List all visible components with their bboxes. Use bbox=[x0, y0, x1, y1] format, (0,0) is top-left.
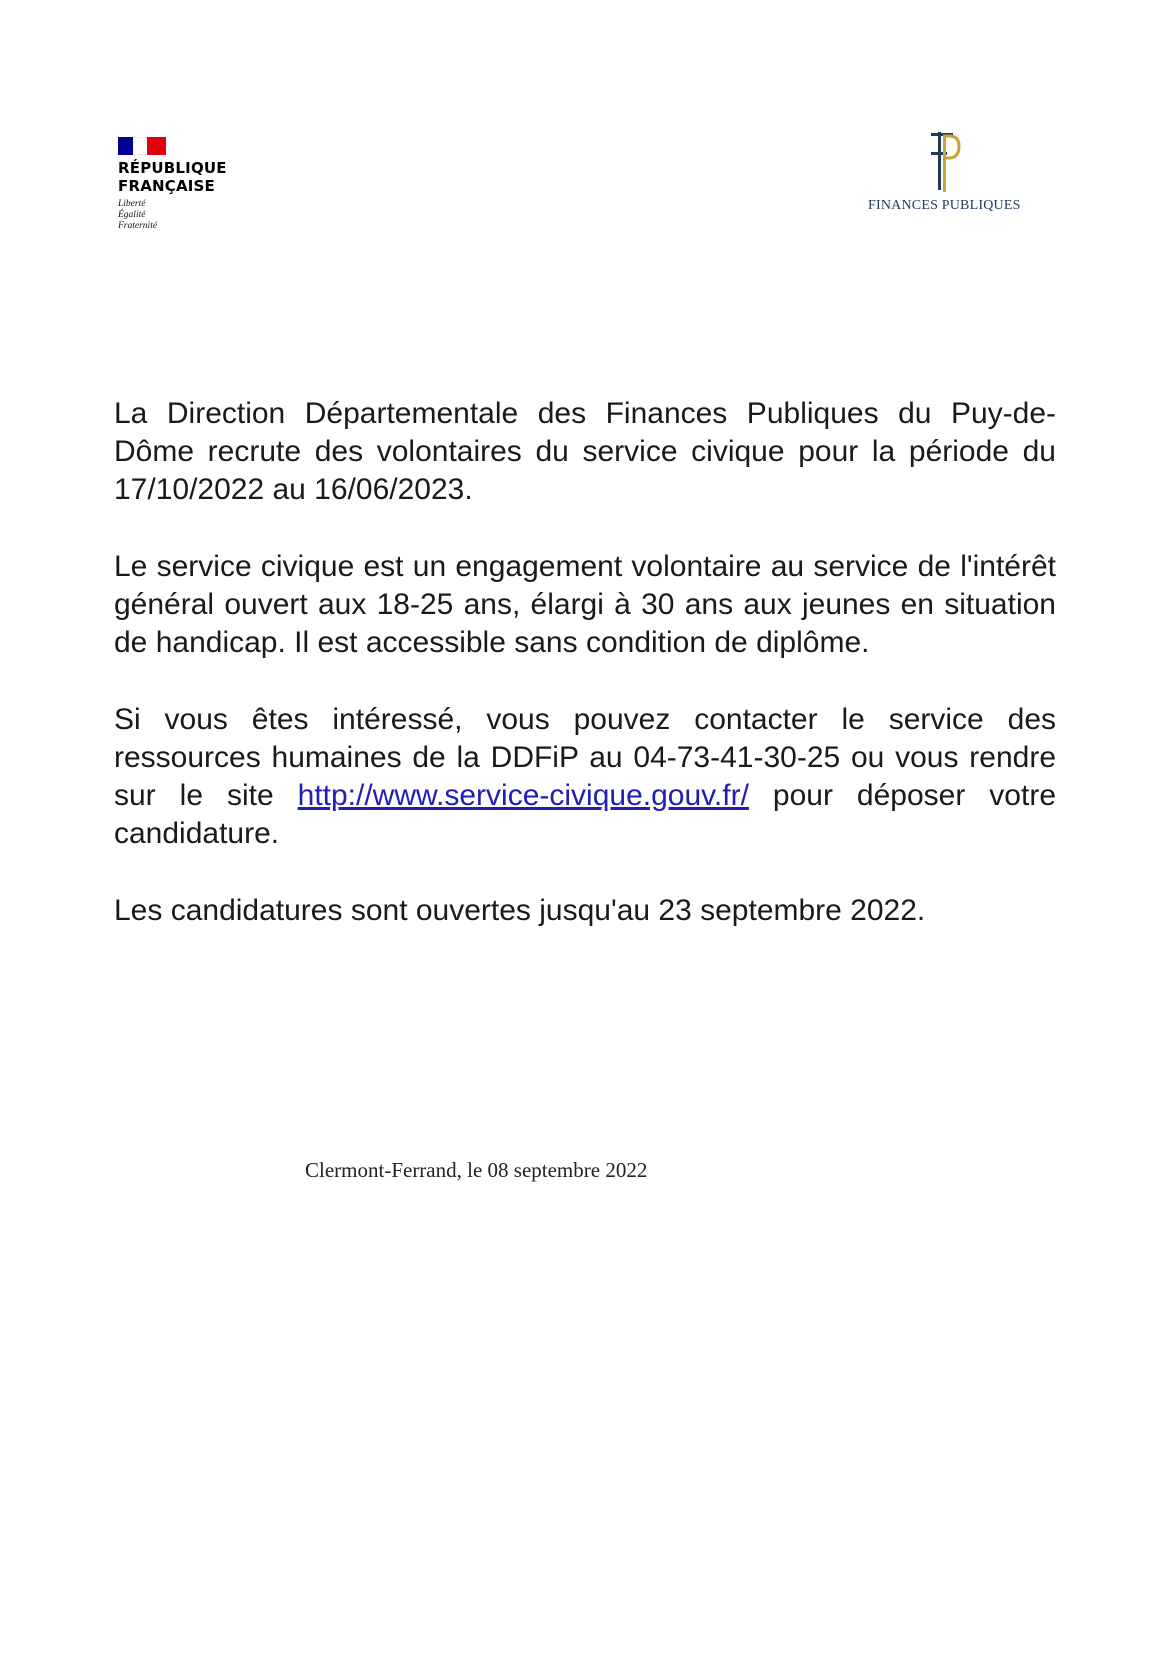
paragraph-service-civique: Le service civique est un engagement volontaire au service de l'intérêt général ouvert aux 18-25 ans, élargi à 30 ans aux jeunes en situation de handicap. Il est accessible sans condition de diplôme. bbox=[114, 550, 1056, 659]
republique-francaise-logo bbox=[118, 137, 248, 232]
letter-body bbox=[114, 395, 1056, 969]
contact-text-end: pour déposer votre candidature. bbox=[114, 779, 1056, 850]
contact-text: Si vous êtes intéressé, vous pouvez contacter le service des ressources humaines de la DDFiP au 04-73-41-30-25 ou vous rendre sur le site bbox=[114, 703, 1056, 812]
paragraph-contact bbox=[114, 701, 1056, 853]
rf-line1: RÉPUBLIQUE bbox=[118, 159, 227, 177]
finances-publiques-label: FINANCES PUBLIQUES bbox=[868, 198, 1021, 213]
place-and-date: Clermont-Ferrand, le 08 septembre 2022 bbox=[305, 1158, 648, 1182]
paragraph-deadline: Les candidatures sont ouvertes jusqu'au 23 septembre 2022. bbox=[114, 894, 926, 927]
republique-francaise-title bbox=[118, 159, 248, 195]
paragraph-recruitment: La Direction Départementale des Finances Publiques du Puy-de-Dôme recrute des volontaires du service civique pour la période du 17/10/2022 au 16/06/2023. bbox=[114, 397, 1056, 506]
motto-fraternite: Fraternité bbox=[118, 221, 158, 231]
finances-publiques-logo bbox=[868, 130, 1021, 214]
french-flag-icon bbox=[118, 137, 166, 155]
motto-egalite: Égalité bbox=[118, 210, 146, 220]
finances-publiques-emblem-icon bbox=[923, 130, 963, 194]
rf-line2: FRANÇAISE bbox=[118, 177, 216, 195]
service-civique-link[interactable]: http://www.service-civique.gouv.fr/ bbox=[297, 779, 749, 812]
rf-motto bbox=[118, 199, 248, 232]
motto-liberte: Liberté bbox=[118, 199, 146, 209]
